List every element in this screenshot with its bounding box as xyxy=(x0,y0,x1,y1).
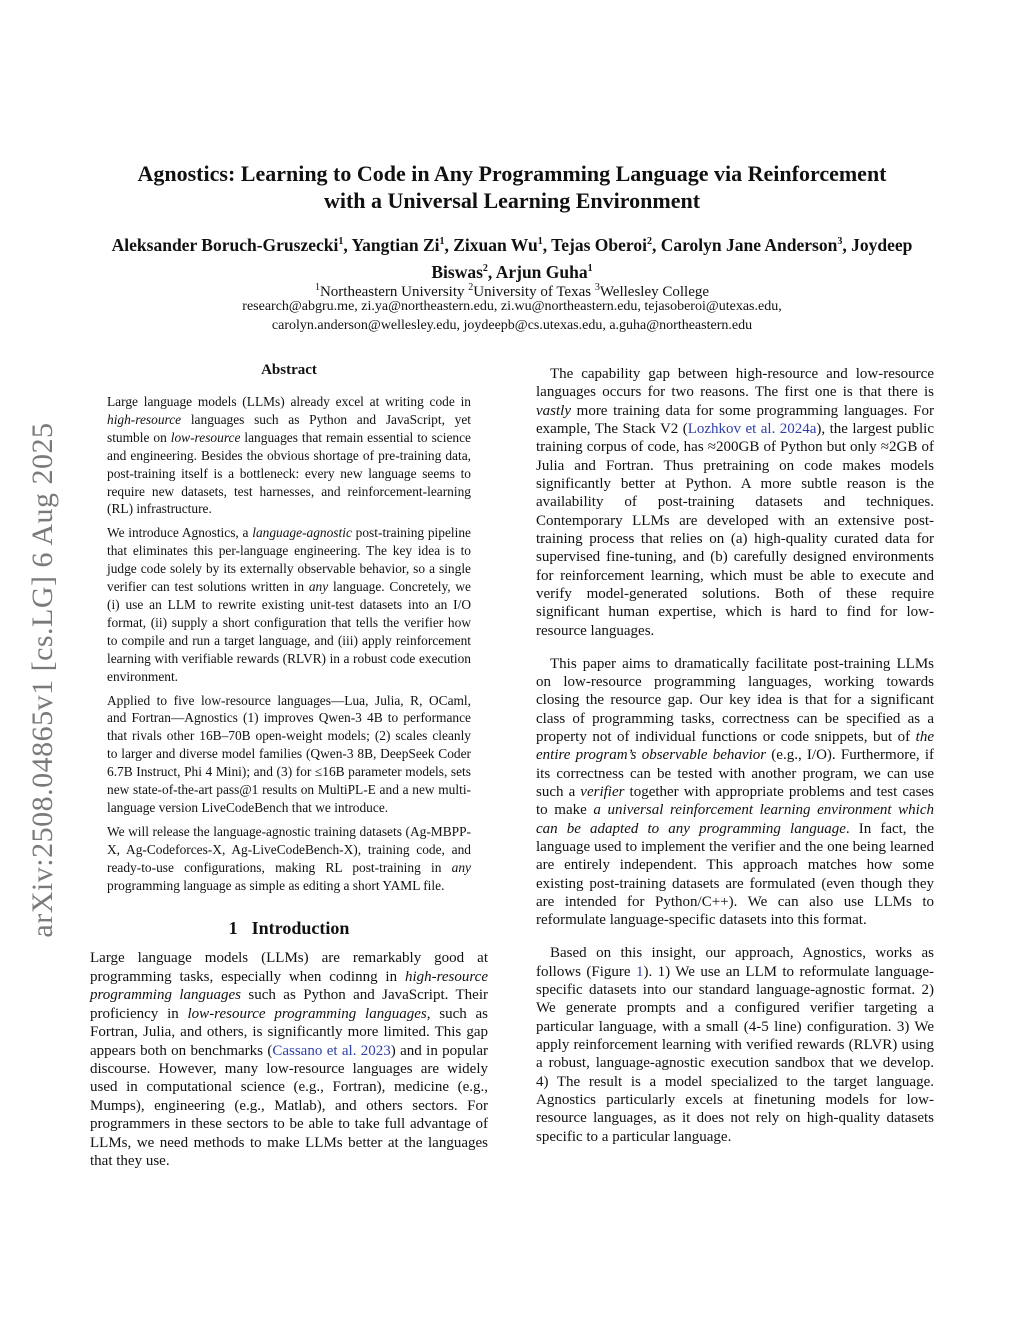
body-paragraph: The capability gap between high-resource and low-resource languages occurs for two reasons. The first one is that there is vastly more training data for some programming languages. For example, The Stack V2 (Lozhkov et al. 2024a), the largest public training corpus of code, has ≈200GB of Python but only ≈2GB of Julia and Fortran. Thus pretraining on code makes models significantly better at Python. A more subtle reason is the availability of post-training datasets and techniques. Contemporary LLMs are developed with an extensive post-training process that relies on (a) high-quality curated data for supervised fine-tuning, and (b) carefully designed environments for reinforcement learning, which must be able to execute and verify model-generated solutions. Both of these require significant human expertise, which is hard to find for low-resource languages. xyxy=(536,366,934,639)
email-line: research@abgru.me, zi.ya@northeastern.edu, zi.wu@northeastern.edu, tejasoberoi@utexas.edu, xyxy=(242,299,782,314)
affiliation: Wellesley College xyxy=(599,284,710,300)
abstract-paragraph: We will release the language-agnostic training datasets (Ag-MBPP-X, Ag-Codeforces-X, Ag-LiveCodeBench-X), training code, and ready-to-use configurations, making RL post-training in any programming language as simple as editing a short YAML file. xyxy=(107,823,471,893)
author-name: Tejas Oberoi xyxy=(551,234,647,255)
body-paragraph: Based on this insight, our approach, Agnostics, works as follows (Figure 1). 1) We use an LLM to reformulate language-specific datasets into our standard language-agnostic format. 2) We generate prompts and a configured verifier targeting a particular language, with a small (4-5 line) configuration. 3) We apply reinforcement learning with verified rewards (RLVR) using a robust, language-agnostic execution sandbox that we develop. 4) The result is a model specialized to the target language. Agnostics particularly excels at finetuning models for low-resource languages, as it does not rely on high-quality datasets specific to a particular language. xyxy=(536,945,934,1145)
author-name: Arjun Guha xyxy=(495,261,588,282)
section-title: Introduction xyxy=(251,918,350,939)
abstract-paragraph: Applied to five low-resource languages—Lua, Julia, R, OCaml, and Fortran—Agnostics (1) improves Qwen-3 4B to performance that rivals other 16B–70B open-weight models; (2) scales cleanly to larger and diverse model families (Qwen-3 8B, DeepSeek Coder 6.7B Instruct, Phi 4 Mini); and (3) for ≤16B parameter models, sets new state-of-the-art pass@1 results on MultiPL-E and a new multi-language version LiveCodeBench that we introduce. xyxy=(107,692,471,815)
citation-link[interactable]: Cassano et al. 2023 xyxy=(272,1042,391,1059)
author-list: Aleksander Boruch-Gruszecki$^1$, Yangtian Zi$^1$, Zixuan Wu$^1$, Tejas Oberoi$^2$, Carolyn Jane Anderson$^3$, Joydeep Biswas$^2$, Arjun Guha$^1$ xyxy=(111,234,913,282)
citation-link[interactable]: Lozhkov et al. 2024a xyxy=(687,421,817,438)
affiliations: $^1$Northeastern University $^2$University of Texas $^3$Wellesley College xyxy=(314,282,710,300)
author-name: Carolyn Jane Anderson xyxy=(660,234,838,255)
affiliation: Northeastern University xyxy=(319,284,465,300)
author-name: Yangtian Zi xyxy=(351,234,440,255)
title-line-2: with a Universal Learning Environment xyxy=(323,188,701,213)
abstract-paragraph: We introduce Agnostics, a language-agnostic post-training pipeline that eliminates this per-language engineering. The key idea is to judge code solely by its externally observable behavior, so a single verifier can test solutions written in any language. Concretely, we (i) use an LLM to rewrite existing unit-test datasets into an I/O format, (ii) supply a short configuration that tells the verifier how to compile and run a target language, and (iii) apply reinforcement learning with verifiable rewards (RLVR) in a robust code execution environment. xyxy=(107,525,472,684)
right-column xyxy=(536,365,934,1161)
author-name: Aleksander Boruch-Gruszecki xyxy=(111,234,339,255)
section-heading-introduction xyxy=(90,918,488,939)
author-name: Joydeep Biswas xyxy=(431,234,913,282)
figure-reference-link[interactable]: 1 xyxy=(636,963,644,980)
arxiv-side-stamp xyxy=(18,380,68,980)
left-column xyxy=(90,362,488,1170)
author-emails xyxy=(90,297,934,335)
abstract-paragraph: Large language models (LLMs) already excel at writing code in high-resource languages such as Python and JavaScript, yet stumble on low-resource languages that remain essential to science and engineering. Besides the obvious shortage of pre-training data, post-training itself is a bottleneck: every new language seems to require new datasets, test harnesses, and reinforcement-learning (RL) infrastructure. xyxy=(107,394,471,517)
body-paragraph: This paper aims to dramatically facilitate post-training LLMs on low-resource programming languages, working towards closing the resource gap. Our key idea is that for a significant class of programming tasks, correctness can be specified as a property not of individual functions or code snippets, but of the entire program’s observable behavior (e.g., I/O). Furthermore, if its correctness can be tested with another program, we can use such a verifier together with appropriate problems and test cases to make a universal reinforcement learning environment which can be adapted to any programming language. In fact, the language used to implement the verifier and the one being learned are entirely independent. This approach matches how some existing post-training datasets are formulated (even though they are intended for Python/C++). We can also use LLMs to reformulate language-specific datasets into this format. xyxy=(536,655,935,929)
title-line-1: Agnostics: Learning to Code in Any Programming Language via Reinforcement xyxy=(137,161,887,186)
affiliation: University of Texas xyxy=(473,284,592,300)
section-number: 1 xyxy=(228,918,238,939)
intro-paragraph: Large language models (LLMs) are remarkably good at programming tasks, especially when codinng in high-resource programming languages such as Python and JavaScript. Their proficiency in low-resource programming languages, such as Fortran, Julia, and others, is significantly more limited. This gap appears both on benchmarks (Cassano et al. 2023) and in popular discourse. However, many low-resource languages are widely used in computational science (e.g., Fortran), medicine (e.g., Mumps), engineering (e.g., Matlab), and others sectors. For programmers in these sectors to be able to take full advantage of LLMs, we need methods to make LLMs better at the languages that they use. xyxy=(90,950,489,1169)
email-line: carolyn.anderson@wellesley.edu, joydeepb@cs.utexas.edu, a.guha@northeastern.edu xyxy=(271,318,753,333)
abstract-heading: Abstract xyxy=(261,362,317,378)
arxiv-identifier: arXiv:2508.04865v1 [cs.LG] 6 Aug 2025 xyxy=(26,422,59,938)
author-name: Zixuan Wu xyxy=(453,234,538,255)
paper-title xyxy=(90,160,934,214)
